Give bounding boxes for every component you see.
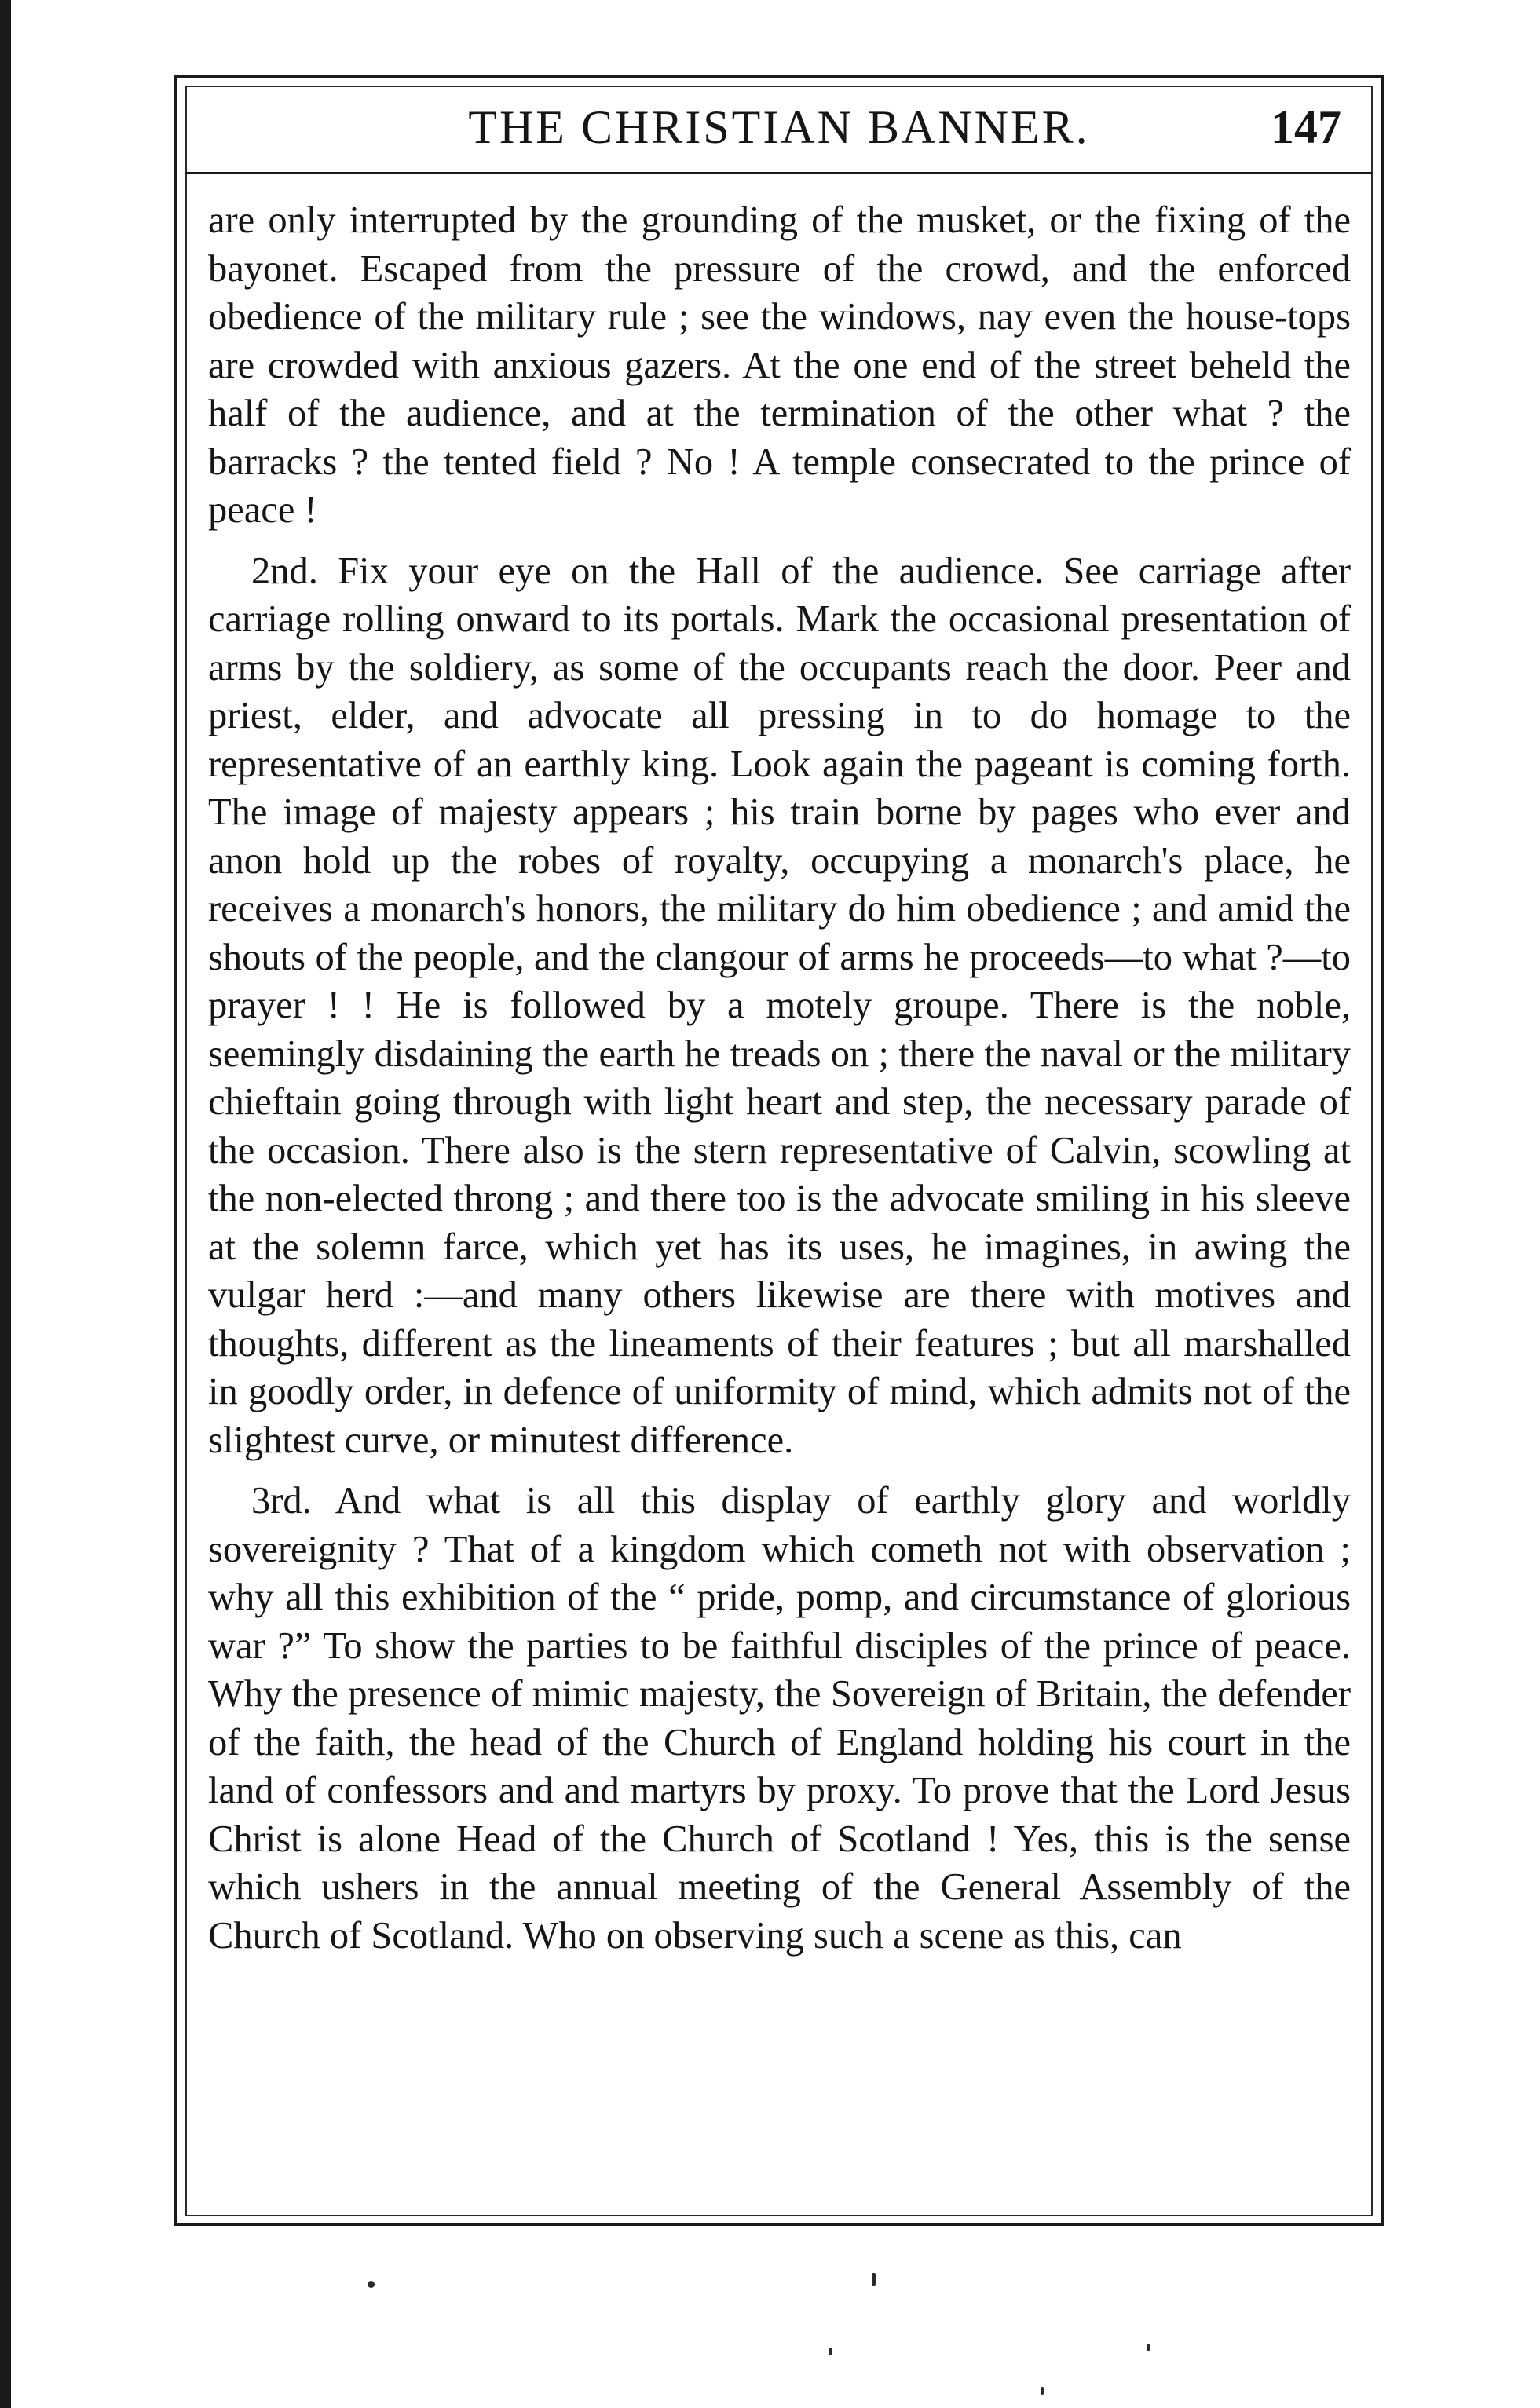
ink-speck bbox=[829, 2348, 832, 2355]
ink-speck bbox=[872, 2273, 876, 2286]
scan-edge bbox=[0, 0, 11, 2408]
running-head bbox=[185, 96, 1373, 174]
ink-speck bbox=[368, 2281, 375, 2288]
paragraph-continued: are only interrupted by the grounding of the musket, or the fixing of the bayonet. Escaped from the pressure of the crowd, and the enforced obedience of the military rule ; see the windows, nay even the house-tops are crowded with anxious gazers. At the one end of the street beheld the half of the audience, and at the termination of the other what ? the barracks ? the tented field ? No ! A temple consecrated to the prince of peace ! bbox=[208, 199, 1351, 531]
paragraph-third-point: 3rd. And what is all this display of earthly glory and worldly sovereignity ? That of a kingdom which cometh not with observation ; why all this exhibition of the “ pride, pomp, and circumstance of glorious war ?” To show the parties to be faithful disciples of the prince of peace. Why the presence of mimic majesty, the Sovereign of Britain, the defender of the faith, the head of the Church of England holding his court in the land of confessors and and martyrs by proxy. To prove that the Lord Jesus Christ is alone Head of the Church of Scotland ! Yes, this is the sense which ushers in the annual meeting of the General Assembly of the Church of Scotland. Who on observing such a scene as this, can bbox=[208, 1480, 1351, 1957]
ink-speck bbox=[1041, 2387, 1044, 2395]
running-title: THE CHRISTIAN BANNER. bbox=[468, 101, 1090, 153]
body-text bbox=[208, 196, 1351, 1960]
ink-speck bbox=[1147, 2344, 1150, 2351]
page-number: 147 bbox=[1271, 101, 1341, 153]
paragraph-second-point: 2nd. Fix your eye on the Hall of the audience. See carriage after carriage rolling onward to its portals. Mark the occasional presentation of arms by the soldiery, as some of the occupants reach the door. Peer and priest, elder, and advocate all pressing in to do homage to the representative of an earthly king. Look again the pageant is coming forth. The image of majesty appears ; his train borne by pages who ever and anon hold up the robes of royalty, occupying a monarch's place, he receives a monarch's honors, the military do him obedience ; and amid the shouts of the people, and the clangour of arms he proceeds—to what ?—to prayer ! ! He is followed by a motely groupe. There is the noble, seemingly disdaining the earth he treads on ; there the naval or the military chieftain going through with light heart and step, the necessary parade of the occasion. There also is the stern representative of Calvin, scowling at the non-elected throng ; and there too is the advocate smiling in his sleeve at the solemn farce, which yet has its uses, he imagines, in awing the vulgar herd :—and many others likewise are there with motives and thoughts, different as the lineaments of their features ; but all marshalled in goodly order, in defence of uniformity of mind, which admits not of the slightest curve, or minutest difference. bbox=[208, 550, 1351, 1461]
